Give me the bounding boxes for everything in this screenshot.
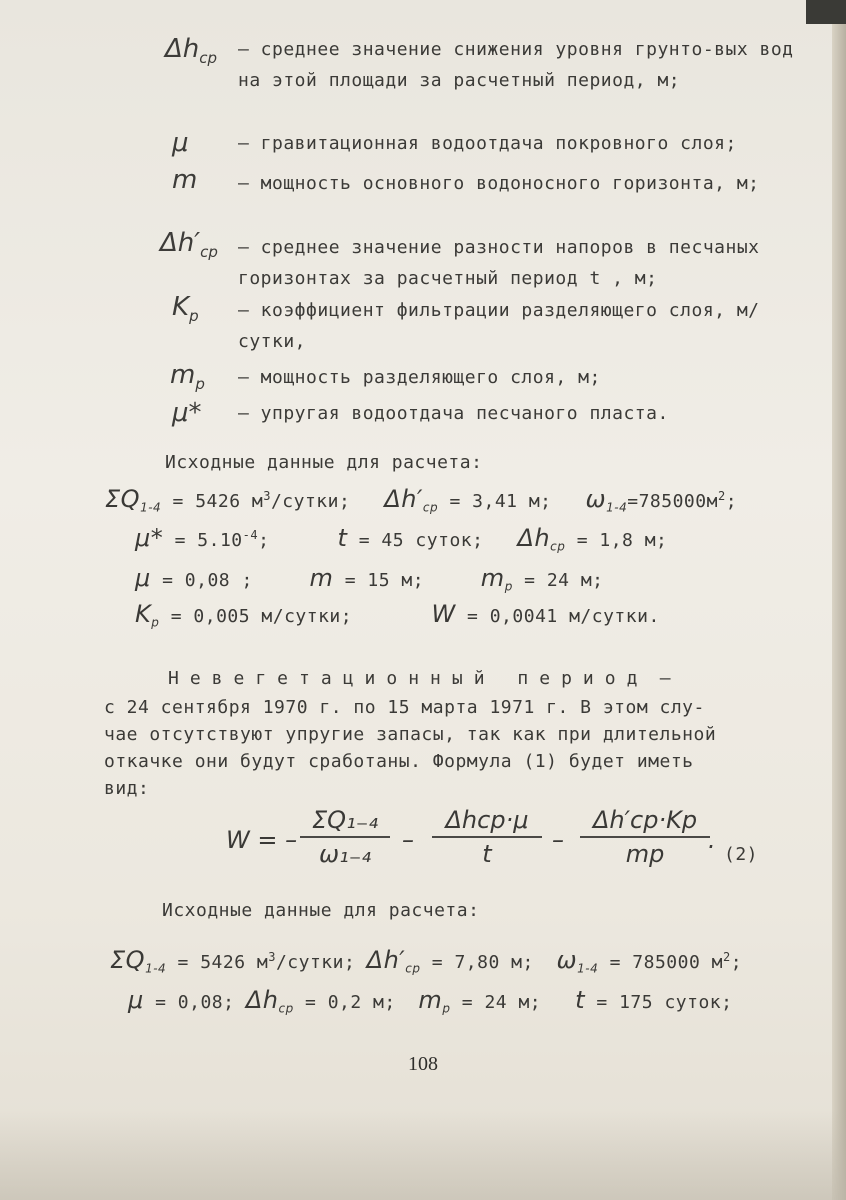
section-heading: Исходные данные для расчета: xyxy=(165,452,483,473)
fraction-numerator: Δh′ср·Kр xyxy=(592,806,698,834)
fraction-numerator: ΣQ₁₋₄ xyxy=(312,806,378,834)
definition-symbol: $\Delta h_{ср}$ xyxy=(165,34,218,68)
data-row: $\Sigma Q_{1-4} = 5426$ $м^3$/сутки; $\Delta h'_{ср} = 7,80$ м; $\omega_{1-4} = 785000$ $м^2$; xyxy=(110,946,743,976)
definition-symbol: μ* xyxy=(172,398,202,428)
fraction-denominator: mр xyxy=(625,839,665,868)
definition-symbol: $\Delta h'_{ср}$ xyxy=(160,228,218,262)
formula-dot: . xyxy=(708,826,716,854)
fraction-denominator: ω₁₋₄ xyxy=(318,839,371,868)
paragraph-line: вид: xyxy=(104,778,150,799)
paragraph-line: чае отсутствуют упругие запасы, так как при длительной xyxy=(104,724,717,745)
formula-minus: – xyxy=(552,826,564,854)
paragraph-line: откачке они будут сработаны. Формула (1) будет иметь xyxy=(104,751,694,772)
definition-text: – коэффициент фильтрации разделяющего слоя, м/сутки, xyxy=(238,300,760,352)
data-row: $K_р = 0,005$ м/сутки; W = 0,0041 м/сутки. xyxy=(135,600,660,630)
definition-text: – мощность основного водоносного горизонта, м; xyxy=(238,173,760,194)
fraction-denominator: t xyxy=(482,839,492,868)
definition-text: – упругая водоотдача песчаного пласта. xyxy=(238,403,669,424)
data-row: μ = 0,08; $\Delta h_{ср} = 0,2$ м; $m_р = 24$ м; t = 175 суток; xyxy=(128,986,733,1016)
page-number: 108 xyxy=(408,1053,438,1075)
definition-symbol: μ xyxy=(172,128,189,158)
fraction-3 xyxy=(580,806,710,868)
section-heading: Исходные данные для расчета: xyxy=(162,900,480,921)
formula-number: (2) xyxy=(724,844,759,865)
fraction-2 xyxy=(432,806,542,868)
definition-text: – среднее значение разности напоров в песчаных горизонтах за расчетный период t , м; xyxy=(238,237,760,289)
data-row: $\mu* = 5.10^{-4}$; t = 45 суток; $\Delta h_{ср} = 1,8$ м; xyxy=(135,524,668,554)
paragraph-line: с 24 сентября 1970 г. по 15 марта 1971 г. В этом слу- xyxy=(104,697,705,718)
fraction-numerator: Δhср·μ xyxy=(445,806,529,834)
formula-lhs: W = – xyxy=(226,826,298,854)
data-row: μ = 0,08 ; m = 15 м; $m_р = 24$ м; xyxy=(135,564,604,594)
background-corner xyxy=(806,0,846,24)
definition-symbol: $m_р$ xyxy=(170,360,205,394)
fraction-1 xyxy=(300,806,390,868)
definition-text: – гравитационная водоотдача покровного слоя; xyxy=(238,133,737,154)
page-shadow xyxy=(0,1110,846,1200)
definition-text: – среднее значение снижения уровня грунто-вых вод на этой площади за расчетный период, м; xyxy=(238,39,794,91)
definition-symbol: $K_р$ xyxy=(172,292,199,326)
paragraph-title: Невегетационный период – xyxy=(168,668,672,689)
definition-symbol: m xyxy=(172,165,198,195)
formula-minus: – xyxy=(402,826,414,854)
definition-text: – мощность разделяющего слоя, м; xyxy=(238,367,601,388)
data-row: $\Sigma Q_{1-4} = 5426$ $м^3$/сутки; $\Delta h'_{ср} = 3,41$ м; $\omega_{1-4}=785000м^2$; xyxy=(105,485,738,515)
page-edge xyxy=(832,0,846,1200)
